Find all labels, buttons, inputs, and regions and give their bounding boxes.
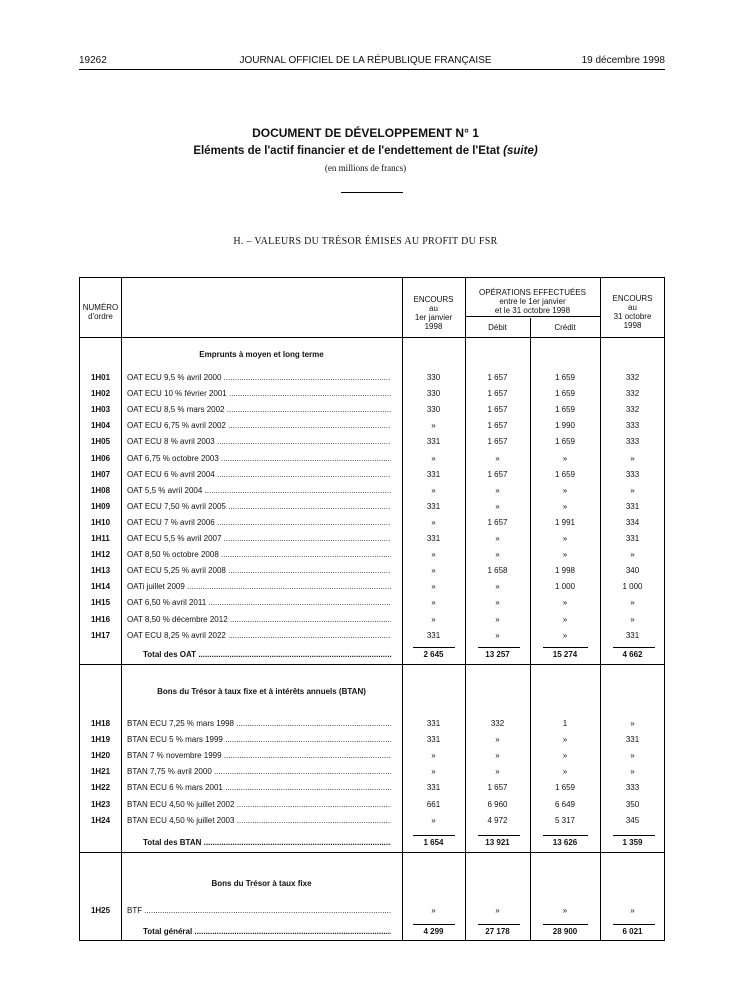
row-label: BTAN ECU 4,50 % juillet 2003 ..... bbox=[127, 816, 391, 825]
cell-credit: » bbox=[562, 751, 568, 761]
total-rule bbox=[413, 924, 455, 925]
total-value: 13 626 bbox=[552, 838, 578, 847]
row-label: OAT 6,50 % avril 2011 ..... bbox=[127, 598, 391, 607]
cell-credit: 1 659 bbox=[554, 437, 576, 447]
cell-encours-start: 331 bbox=[426, 735, 441, 745]
cell-debit: » bbox=[495, 767, 500, 777]
cell-credit: 1 bbox=[562, 719, 568, 728]
row-label: OAT ECU 9,5 % avril 2000 ..... bbox=[127, 373, 391, 382]
col-encours-start bbox=[402, 295, 465, 331]
cell-credit: » bbox=[562, 485, 568, 495]
row-label: OATi juillet 2009 ..... bbox=[127, 582, 391, 591]
row-code: 1H21 bbox=[90, 767, 111, 777]
cell-credit: » bbox=[562, 453, 568, 463]
total-value: 28 900 bbox=[552, 927, 578, 936]
header-line: 1998 bbox=[623, 321, 642, 330]
row-code: 1H18 bbox=[90, 719, 111, 728]
cell-encours-start: » bbox=[431, 485, 436, 495]
cell-debit: » bbox=[495, 735, 500, 745]
cell-debit: 1 657 bbox=[487, 405, 508, 415]
cell-encours-end: » bbox=[630, 751, 635, 761]
row-code: 1H15 bbox=[90, 598, 111, 608]
cell-debit: 1 657 bbox=[487, 421, 508, 431]
cell-credit: 1 659 bbox=[554, 389, 576, 399]
cell-credit: » bbox=[562, 767, 568, 777]
cell-encours-start: 331 bbox=[426, 630, 441, 640]
cell-credit: 1 991 bbox=[554, 517, 576, 527]
row-code: 1H06 bbox=[90, 453, 111, 463]
cell-debit: 1 657 bbox=[487, 517, 508, 527]
total-label: Total des OAT ..... bbox=[143, 650, 391, 659]
cell-encours-start: 331 bbox=[426, 719, 441, 728]
cell-credit: » bbox=[562, 630, 568, 640]
cell-encours-end: » bbox=[630, 485, 635, 495]
cell-encours-end: » bbox=[630, 614, 635, 624]
header-line: ENCOURS bbox=[612, 294, 653, 303]
cell-credit: » bbox=[562, 534, 568, 543]
total-value: 13 921 bbox=[485, 838, 510, 847]
cell-debit: 1 657 bbox=[487, 469, 508, 479]
journal-title: JOURNAL OFFICIEL DE LA RÉPUBLIQUE FRANÇAISE bbox=[239, 55, 492, 66]
cell-encours-end: 1 000 bbox=[622, 582, 643, 592]
total-rule bbox=[413, 835, 455, 836]
row-label: OAT ECU 5,5 % avril 2007 ..... bbox=[127, 534, 391, 543]
total-value: 1 654 bbox=[423, 838, 444, 847]
row-code: 1H03 bbox=[90, 405, 111, 415]
cell-credit: 1 659 bbox=[554, 373, 576, 382]
total-value: 13 257 bbox=[485, 650, 510, 659]
row-code: 1H14 bbox=[90, 582, 111, 592]
cell-credit: 1 990 bbox=[554, 421, 576, 431]
total-rule bbox=[613, 647, 655, 648]
header-line: 1er janvier bbox=[414, 313, 453, 322]
cell-encours-end: » bbox=[630, 550, 635, 560]
cell-encours-start: 331 bbox=[426, 437, 441, 447]
cell-credit: 1 659 bbox=[554, 783, 576, 793]
cell-encours-start: 661 bbox=[426, 799, 441, 809]
row-label: BTAN ECU 6 % mars 2001 ..... bbox=[127, 783, 391, 792]
group2-title: Bons du Trésor à taux fixe et à intérêts annuels (BTAN) bbox=[157, 687, 366, 696]
group1-title: Emprunts à moyen et long terme bbox=[199, 350, 324, 359]
cell-encours-end: 333 bbox=[625, 469, 640, 479]
header-line: 1998 bbox=[424, 322, 443, 331]
row-label: OAT ECU 7 % avril 2006 ..... bbox=[127, 518, 391, 527]
row-code: 1H23 bbox=[90, 799, 111, 809]
cell-credit: 1 659 bbox=[554, 469, 576, 479]
header-rule bbox=[79, 69, 665, 70]
row-label: OAT 8,50 % octobre 2008 ..... bbox=[127, 550, 391, 559]
total-rule bbox=[478, 647, 520, 648]
cell-debit: 1 657 bbox=[487, 783, 508, 793]
row-label: BTAN 7,75 % avril 2000 ..... bbox=[127, 767, 391, 776]
cell-debit: » bbox=[495, 906, 500, 915]
row-label: OAT 5,5 % avril 2004 ..... bbox=[127, 486, 391, 495]
cell-encours-end: 331 bbox=[625, 501, 640, 511]
total-value: 2 645 bbox=[423, 650, 444, 659]
row-code: 1H25 bbox=[90, 906, 111, 915]
cell-encours-start: » bbox=[431, 517, 436, 527]
page-number: 19262 bbox=[79, 55, 107, 66]
cell-encours-start: » bbox=[431, 906, 436, 915]
row-code: 1H12 bbox=[90, 550, 111, 560]
row-label: BTAN ECU 4,50 % juillet 2002 ..... bbox=[127, 800, 391, 809]
col-numero-line2: d'ordre bbox=[88, 312, 113, 321]
row-code: 1H07 bbox=[90, 469, 111, 479]
cell-credit: » bbox=[562, 501, 568, 511]
cell-debit: 1 657 bbox=[487, 389, 508, 399]
row-label: BTAN ECU 5 % mars 1999 ..... bbox=[127, 735, 391, 744]
cell-encours-start: 330 bbox=[426, 405, 441, 415]
cell-encours-end: 332 bbox=[625, 389, 640, 399]
row-code: 1H17 bbox=[90, 630, 111, 640]
row-label: OAT ECU 8 % avril 2003 ..... bbox=[127, 437, 391, 446]
total-rule bbox=[478, 924, 520, 925]
total-rule bbox=[478, 835, 520, 836]
group-rule bbox=[80, 664, 664, 665]
header-line: OPÉRATIONS EFFECTUÉES bbox=[479, 288, 586, 297]
row-label: OAT ECU 10 % février 2001 ..... bbox=[127, 389, 391, 398]
cell-encours-end: » bbox=[630, 767, 635, 777]
row-code: 1H22 bbox=[90, 783, 111, 793]
total-label: Total des BTAN ..... bbox=[143, 838, 391, 847]
cell-encours-end: » bbox=[630, 719, 635, 728]
col-encours-end bbox=[600, 294, 665, 330]
row-label: OAT ECU 8,25 % avril 2022 ..... bbox=[127, 631, 391, 640]
row-label: OAT 6,75 % octobre 2003 ..... bbox=[127, 454, 391, 463]
cell-encours-start: » bbox=[431, 566, 436, 576]
cell-encours-end: 331 bbox=[625, 735, 640, 745]
cell-encours-start: » bbox=[431, 453, 436, 463]
cell-credit: 1 659 bbox=[554, 405, 576, 415]
col-operations bbox=[465, 288, 600, 315]
total-value: 4 662 bbox=[622, 650, 643, 659]
units-note: (en millions de francs) bbox=[324, 163, 407, 173]
header-line: au bbox=[628, 303, 637, 312]
fsr-table bbox=[79, 277, 665, 941]
cell-debit: » bbox=[495, 501, 500, 511]
cell-encours-end: 332 bbox=[625, 405, 640, 415]
cell-credit: 6 649 bbox=[554, 799, 576, 809]
cell-debit: 6 960 bbox=[487, 799, 508, 809]
cell-encours-end: 350 bbox=[625, 799, 640, 809]
cell-debit: 1 657 bbox=[487, 437, 508, 447]
cell-encours-start: 330 bbox=[426, 389, 441, 399]
cell-encours-end: 332 bbox=[625, 373, 640, 382]
cell-encours-end: 345 bbox=[625, 815, 640, 825]
document-subtitle bbox=[0, 145, 731, 157]
cell-debit: 1 658 bbox=[487, 566, 508, 576]
cell-debit: 332 bbox=[490, 719, 505, 728]
col-debit: Débit bbox=[488, 323, 507, 332]
col-numero bbox=[80, 303, 121, 321]
total-rule bbox=[413, 647, 455, 648]
cell-debit: » bbox=[495, 534, 500, 543]
cell-credit: » bbox=[562, 906, 568, 915]
subtitle-text: Eléments de l'actif financier et de l'endettement de l'Etat bbox=[193, 145, 500, 157]
cell-encours-end: 331 bbox=[625, 534, 640, 543]
row-code: 1H13 bbox=[90, 566, 111, 576]
total-rule bbox=[543, 835, 588, 836]
row-code: 1H10 bbox=[90, 517, 111, 527]
cell-encours-start: » bbox=[431, 751, 436, 761]
section-heading: H. – VALEURS DU TRÉSOR ÉMISES AU PROFIT DU FSR bbox=[233, 236, 498, 247]
row-code: 1H09 bbox=[90, 501, 111, 511]
header-line: 31 octobre bbox=[613, 312, 652, 321]
total-value: 15 274 bbox=[552, 650, 578, 659]
cell-debit: » bbox=[495, 485, 500, 495]
row-label: BTF ..... bbox=[127, 906, 391, 915]
header-line: entre le 1er janvier bbox=[499, 297, 566, 306]
header-line: ENCOURS bbox=[413, 295, 454, 304]
row-label: OAT ECU 8,5 % mars 2002 ..... bbox=[127, 405, 391, 414]
col-numero-line1: NUMÉRO bbox=[82, 303, 119, 312]
row-code: 1H20 bbox=[90, 751, 111, 761]
cell-encours-end: 333 bbox=[625, 421, 640, 431]
row-label: OAT 8,50 % décembre 2012 ..... bbox=[127, 615, 391, 624]
cell-encours-end: 340 bbox=[625, 566, 640, 576]
header-line: et le 31 octobre 1998 bbox=[494, 306, 571, 315]
cell-credit: » bbox=[562, 735, 568, 745]
header-line: au bbox=[429, 304, 438, 313]
cell-encours-start: 331 bbox=[426, 534, 441, 543]
total-value: 27 178 bbox=[485, 927, 510, 936]
cell-encours-start: 331 bbox=[426, 783, 441, 793]
row-label: OAT ECU 5,25 % avril 2008 ..... bbox=[127, 566, 391, 575]
total-rule bbox=[543, 924, 588, 925]
cell-credit: » bbox=[562, 598, 568, 608]
cell-encours-start: » bbox=[431, 767, 436, 777]
row-code: 1H04 bbox=[90, 421, 111, 431]
cell-credit: 5 317 bbox=[554, 815, 576, 825]
cell-encours-end: 331 bbox=[625, 630, 640, 640]
group3-title: Bons du Trésor à taux fixe bbox=[211, 879, 312, 888]
total-rule bbox=[613, 924, 655, 925]
issue-date: 19 décembre 1998 bbox=[581, 55, 665, 66]
cell-encours-start: » bbox=[431, 582, 436, 592]
title-rule bbox=[341, 192, 403, 193]
cell-debit: » bbox=[495, 582, 500, 592]
row-code: 1H08 bbox=[90, 485, 111, 495]
cell-encours-end: » bbox=[630, 906, 635, 915]
cell-credit: » bbox=[562, 550, 568, 560]
cell-encours-start: 331 bbox=[426, 469, 441, 479]
row-code: 1H02 bbox=[90, 389, 111, 399]
group-rule bbox=[80, 852, 664, 853]
cell-encours-end: » bbox=[630, 598, 635, 608]
cell-credit: 1 000 bbox=[554, 582, 576, 592]
row-code: 1H24 bbox=[90, 815, 111, 825]
cell-encours-start: » bbox=[431, 598, 436, 608]
document-title: DOCUMENT DE DÉVELOPPEMENT N° 1 bbox=[252, 126, 479, 140]
total-rule bbox=[613, 835, 655, 836]
total-value: 1 359 bbox=[622, 838, 643, 847]
row-label: BTAN 7 % novembre 1999 ..... bbox=[127, 751, 391, 760]
cell-debit: » bbox=[495, 751, 500, 761]
row-label: BTAN ECU 7,25 % mars 1998 ..... bbox=[127, 719, 391, 728]
row-label: OAT ECU 6 % avril 2004 ..... bbox=[127, 470, 391, 479]
cell-encours-start: » bbox=[431, 614, 436, 624]
cell-debit: 4 972 bbox=[487, 815, 508, 825]
cell-debit: » bbox=[495, 550, 500, 560]
ops-rule bbox=[465, 316, 600, 317]
cell-encours-end: 334 bbox=[625, 517, 640, 527]
col-credit: Crédit bbox=[554, 323, 576, 332]
cell-credit: » bbox=[562, 614, 568, 624]
total-value: 6 021 bbox=[622, 927, 643, 936]
subtitle-suffix: (suite) bbox=[503, 145, 538, 157]
row-label: OAT ECU 7,50 % avril 2005 ..... bbox=[127, 502, 391, 511]
cell-debit: » bbox=[495, 614, 500, 624]
cell-encours-start: » bbox=[431, 550, 436, 560]
total-label: Total général ..... bbox=[143, 927, 391, 936]
cell-debit: » bbox=[495, 598, 500, 608]
cell-encours-end: 333 bbox=[625, 783, 640, 793]
cell-credit: 1 998 bbox=[554, 566, 576, 576]
cell-encours-end: » bbox=[630, 453, 635, 463]
col-divider bbox=[121, 278, 122, 940]
cell-encours-start: » bbox=[431, 815, 436, 825]
cell-encours-end: 333 bbox=[625, 437, 640, 447]
row-code: 1H11 bbox=[91, 534, 110, 543]
row-code: 1H16 bbox=[90, 614, 111, 624]
row-code: 1H05 bbox=[90, 437, 111, 447]
cell-encours-start: 331 bbox=[426, 501, 441, 511]
total-rule bbox=[543, 647, 588, 648]
row-code: 1H01 bbox=[90, 373, 111, 382]
cell-debit: 1 657 bbox=[487, 373, 508, 382]
cell-encours-start: » bbox=[431, 421, 436, 431]
cell-debit: » bbox=[495, 453, 500, 463]
total-value: 4 299 bbox=[423, 927, 444, 936]
cell-encours-start: 330 bbox=[426, 373, 441, 382]
cell-debit: » bbox=[495, 630, 500, 640]
header-bottom-rule bbox=[80, 337, 664, 338]
row-label: OAT ECU 6,75 % avril 2002 ..... bbox=[127, 421, 391, 430]
row-code: 1H19 bbox=[90, 735, 111, 745]
